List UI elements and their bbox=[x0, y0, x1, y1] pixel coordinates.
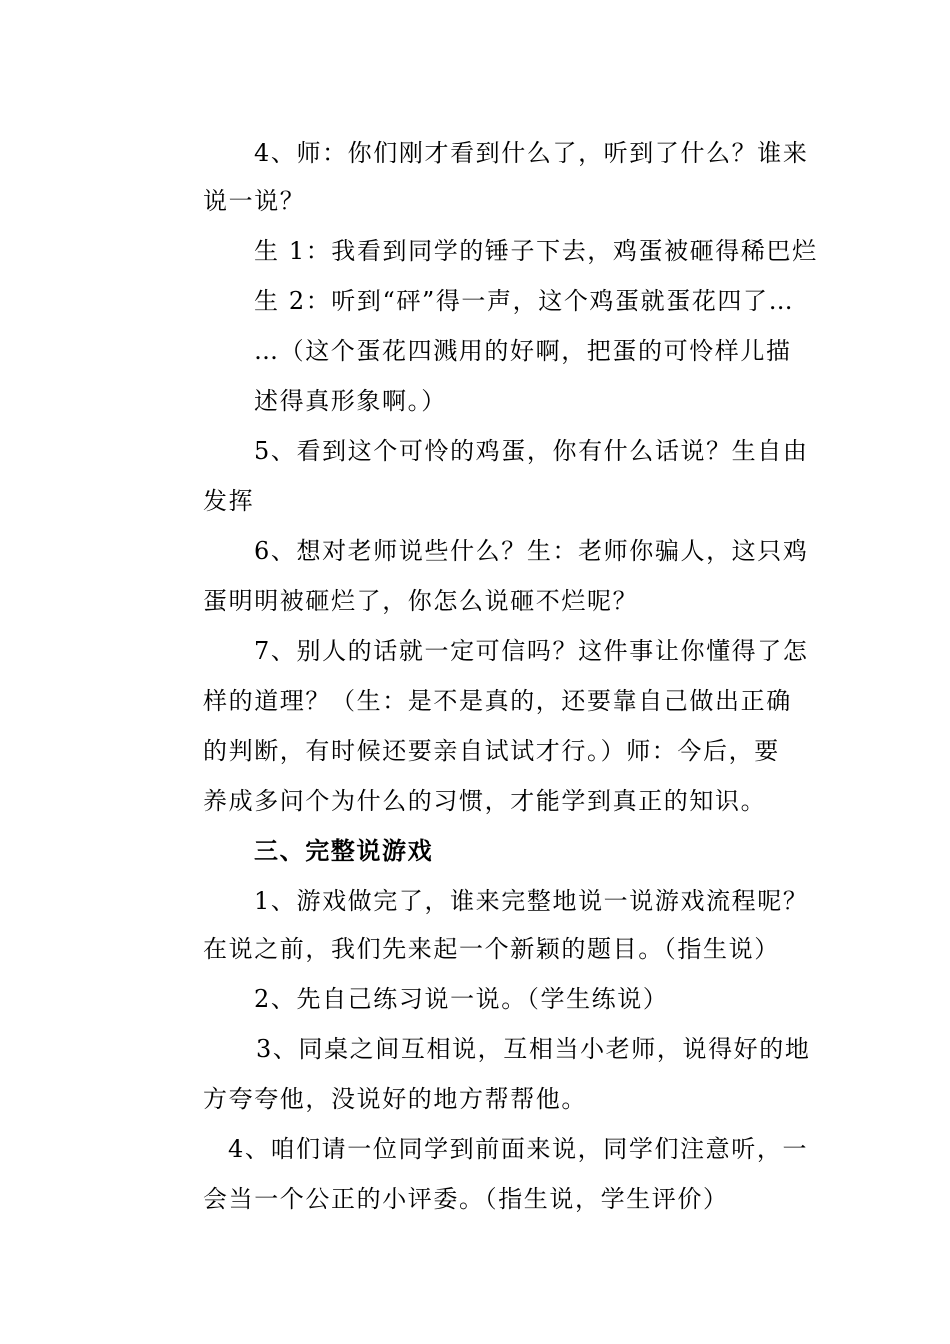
section-item-4-line-1: 4、咱们请一位同学到前面来说，同学们注意听，一 bbox=[228, 1135, 809, 1163]
paragraph-6-line-2: 蛋明明被砸烂了，你怎么说砸不烂呢？ bbox=[203, 587, 639, 615]
section-heading: 三、完整说游戏 bbox=[254, 836, 434, 865]
paragraph-4-line-2: 说一说？ bbox=[203, 187, 306, 215]
student-2-response-line-2: …（这个蛋花四溅用的好啊，把蛋的可怜样儿描 bbox=[254, 337, 792, 365]
paragraph-4-line-1: 4、师：你们刚才看到什么了，听到了什么？谁来 bbox=[254, 139, 809, 167]
section-item-4-line-2: 会当一个公正的小评委。（指生说，学生评价） bbox=[203, 1185, 729, 1213]
paragraph-7-line-2: 样的道理？（生：是不是真的，还要靠自己做出正确 bbox=[203, 687, 792, 715]
paragraph-7-line-3: 的判断，有时候还要亲自试试才行。）师：今后，要 bbox=[203, 737, 780, 765]
paragraph-7-line-4: 养成多问个为什么的习惯，才能学到真正的知识。 bbox=[203, 787, 767, 815]
section-item-3-line-2: 方夸夸他，没说好的地方帮帮他。 bbox=[203, 1085, 587, 1113]
student-2-response-line-1: 生 2：听到“砰”得一声，这个鸡蛋就蛋花四了… bbox=[254, 287, 795, 315]
paragraph-7-line-1: 7、别人的话就一定可信吗？这件事让你懂得了怎 bbox=[254, 637, 809, 665]
paragraph-5-line-2: 发挥 bbox=[203, 487, 255, 515]
student-1-response: 生 1：我看到同学的锤子下去，鸡蛋被砸得稀巴烂 bbox=[254, 237, 818, 265]
paragraph-6-line-1: 6、想对老师说些什么？生：老师你骗人，这只鸡 bbox=[254, 537, 809, 565]
section-item-3-line-1: 3、同桌之间互相说，互相当小老师，说得好的地 bbox=[256, 1035, 811, 1063]
section-item-1-line-2: 在说之前，我们先来起一个新颖的题目。（指生说） bbox=[203, 935, 780, 963]
student-2-response-line-3: 述得真形象啊。） bbox=[254, 387, 447, 415]
section-item-1-line-1: 1、游戏做完了，谁来完整地说一说游戏流程呢？ bbox=[254, 887, 809, 915]
paragraph-5-line-1: 5、看到这个可怜的鸡蛋，你有什么话说？生自由 bbox=[254, 437, 809, 465]
section-item-2: 2、先自己练习说一说。（学生练说） bbox=[254, 985, 669, 1013]
